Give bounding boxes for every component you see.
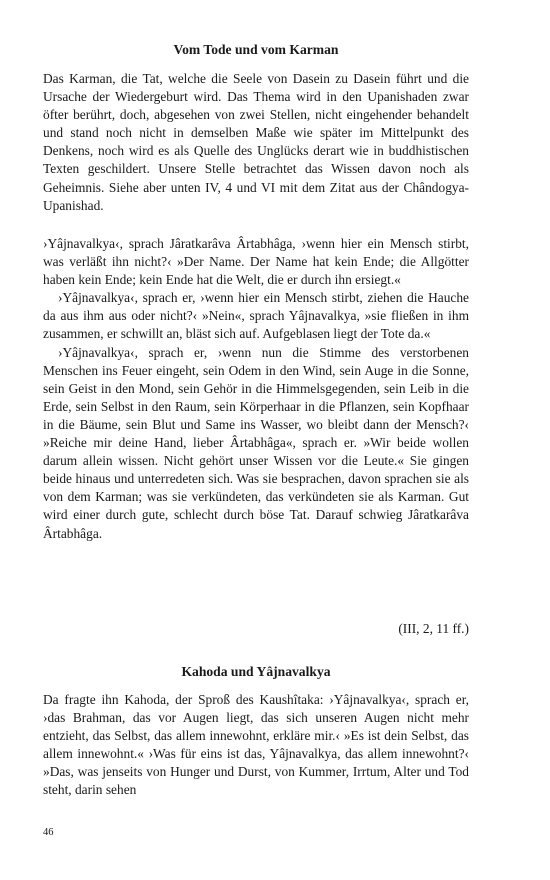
dialogue-paragraph: ›Yâjnavalkya‹, sprach er, ›wenn nun die Stimme des verstorbenen Menschen ins Feuer eingeht, sein Odem in den Wind, sein Auge in die Sonne, sein Geist in den Mond, sein Gehör in die Himmelsgegenden, sein Leib in die Erde, sein Selbst in den Raum, sein Körperhaar in die Pflanzen, sein Kopfhaar in die Bäume, sein Blut und Same ins Wasser, wo bleibt dann der Mensch?‹ »Reiche mir deine Hand, lieber Ârtabhâga«, sprach er. »Wir beide wollen darum allein wissen. Nicht gehört unser Wissen vor die Leute.« Sie gingen beide hinaus und unterredeten sich. Was sie besprachen, davon sprachen sie als von dem Karman; was sie verkündeten, das verkündeten sie als Karman. Gut wird einer durch gute, schlecht durch böse Tat. Darauf schwieg Jâratkarâva Ârtabhâga.: [43, 344, 469, 541]
section-heading: Kahoda und Yâjnavalkya: [181, 664, 331, 679]
dialogue-passage: [43, 235, 469, 543]
dialogue-paragraph: ›Yâjnavalkya‹, sprach Jâratkarâva Ârtabhâga, ›wenn hier ein Mensch stirbt, was verläßt ihn nicht?‹ »Der Name. Der Name hat kein Ende; die Allgötter haben kein Ende; kein Ende hat die Welt, die er durch ihn ersiegt.«: [43, 236, 469, 288]
dialogue-paragraph: Da fragte ihn Kahoda, der Sproß des Kaushîtaka: ›Yâjnavalkya‹, sprach er, ›das Brahman, das vor Augen liegt, das sich unseren Augen nicht mehr entzieht, das Selbst, das allem innewohnt, erkläre mir.‹ »Es ist dein Selbst, das allem innewohnt.« ›Was für eins ist das, Yâjnavalkya, das allem innewohnt?‹ »Das, was jenseits von Hunger und Durst, von Kummer, Irrtum, Alter und Tod steht, darin sehen: [43, 692, 469, 798]
intro-paragraph: Das Karman, die Tat, welche die Seele von Dasein zu Dasein führt und die Ursache der Wiedergeburt wird. Das Thema wird in den Upanishaden zwar öfter berührt, doch, abgesehen von zwei Stellen, nicht eingehender behandelt und stand noch nicht in demselben Maße wie später im Mittelpunkt des Denkens, noch wird es als Quelle des Unglücks derart wie in buddhistischen Texten geschildert. Unsere Stelle betrachtet das Wissen davon noch als Geheimnis. Siehe aber unten IV, 4 und VI mit dem Zitat aus der Chândogya-Upanishad.: [43, 71, 469, 213]
source-citation: (III, 2, 11 ff.): [398, 621, 469, 636]
section-heading: Vom Tode und vom Karman: [173, 42, 339, 57]
dialogue-paragraph: ›Yâjnavalkya‹, sprach er, ›wenn hier ein Mensch stirbt, ziehen die Hauche da aus ihm aus oder nicht?‹ »Nein«, sprach Yâjnavalkya, »sie fließen in ihm zusammen, er schwillt an, bläst sich auf. Aufgeblasen liegt der Tote da.«: [43, 290, 469, 342]
page-number: 46: [43, 827, 54, 838]
